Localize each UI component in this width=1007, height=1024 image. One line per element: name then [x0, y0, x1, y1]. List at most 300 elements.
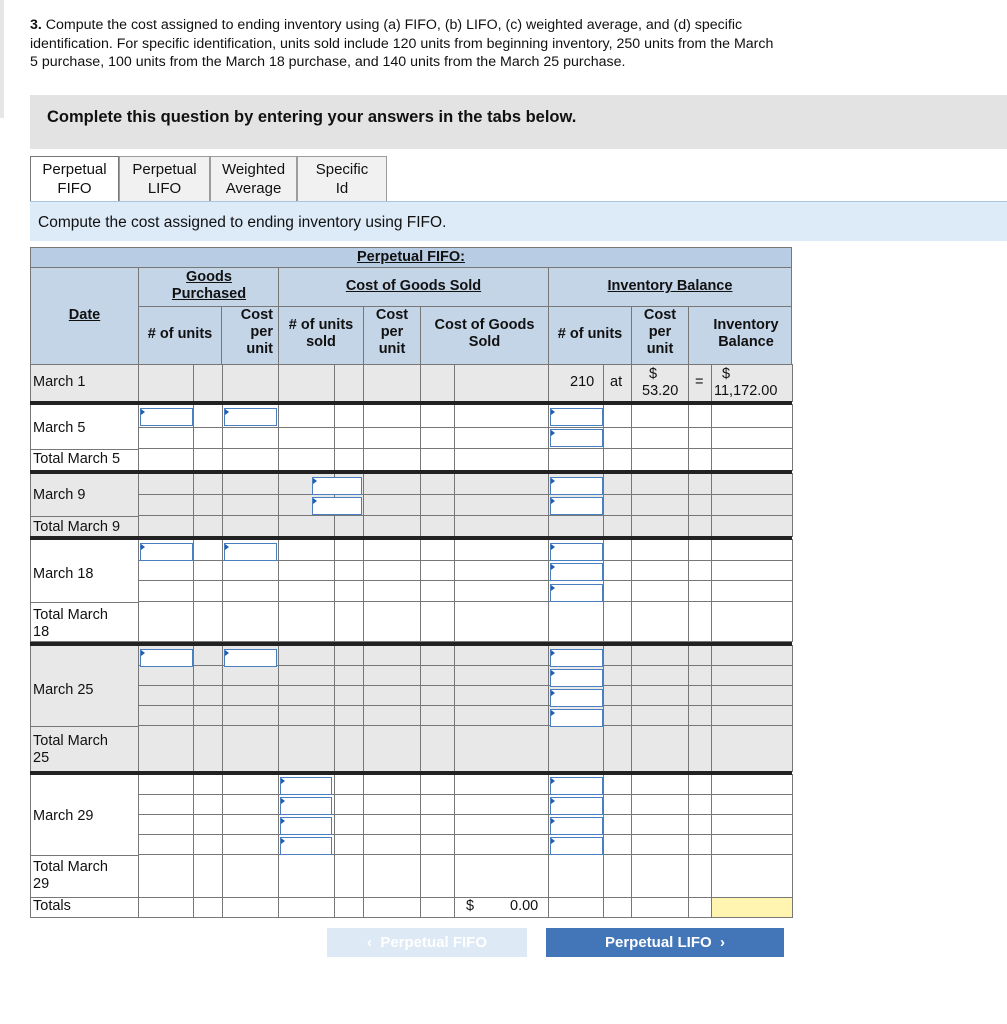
table-cell [278, 364, 336, 402]
table-cell [363, 774, 422, 796]
table-cell [420, 794, 456, 816]
table-cell [222, 814, 280, 836]
table-cell [420, 515, 456, 537]
table-cell [222, 897, 280, 918]
table-cell [420, 580, 456, 603]
next-button-label: Perpetual LIFO [604, 934, 712, 951]
table-cell [688, 685, 713, 707]
table-cell [454, 665, 550, 687]
instructions-banner [30, 95, 1007, 149]
total-cogs: 0.00 [510, 898, 539, 914]
answer-input[interactable] [550, 797, 603, 815]
table-cell [688, 515, 713, 537]
table-title: Perpetual FIFO: [357, 249, 465, 265]
table-cell [222, 834, 280, 856]
tab-label: Average [225, 180, 282, 197]
table-cell [688, 645, 713, 667]
table-cell [193, 685, 224, 707]
table-cell [278, 897, 336, 918]
question-number: 3. [30, 17, 42, 33]
table-cell [222, 685, 280, 707]
table-cell [631, 814, 690, 836]
table-cell [688, 705, 713, 727]
row-label-line: Total March [33, 859, 108, 875]
table-cell [631, 539, 690, 562]
cost-per-unit-header [221, 307, 273, 358]
table-cell [363, 645, 422, 667]
table-cell [334, 854, 365, 899]
table-cell [603, 515, 634, 537]
table-cell [631, 834, 690, 856]
hdr-line: sold [306, 334, 336, 350]
prev-button-label: Perpetual FIFO [380, 934, 488, 951]
inv-cost-per-header [631, 307, 689, 358]
table-cell [222, 427, 280, 450]
answer-input[interactable] [140, 408, 193, 426]
answer-input[interactable] [550, 584, 603, 602]
table-cell [420, 705, 456, 727]
answer-input[interactable] [550, 817, 603, 835]
table-cell [548, 725, 605, 772]
table-cell [138, 427, 195, 450]
table-cell [334, 364, 365, 402]
table-cell [334, 774, 365, 796]
table-cell [193, 725, 224, 772]
table-cell [603, 539, 634, 562]
tab-label: Weighted [221, 161, 286, 178]
table-cell [603, 580, 634, 603]
row-label-line: 29 [33, 876, 50, 892]
table-cell [454, 854, 550, 899]
row-label-line: 25 [33, 750, 50, 766]
table-cell [363, 448, 422, 471]
table-cell [193, 404, 224, 429]
table-cell [711, 665, 793, 687]
table-cell [334, 404, 365, 429]
table-cell [193, 834, 224, 856]
table-cell [454, 427, 550, 450]
table-cell [711, 515, 793, 537]
table-cell [334, 814, 365, 836]
hdr-line: unit [646, 341, 674, 357]
table-cell [454, 448, 550, 471]
inv-balance-col-header [700, 317, 792, 351]
tab-label: Perpetual [42, 161, 107, 178]
table-cell [631, 494, 690, 517]
table-cell [278, 601, 336, 642]
hdr-line: Balance [718, 334, 774, 350]
table-cell [420, 560, 456, 582]
table-cell [603, 685, 634, 707]
hdr-line: Cost of Goods [434, 317, 535, 333]
tab-label: Id [335, 180, 349, 197]
table-cell [603, 834, 634, 856]
table-cell [222, 515, 280, 537]
table-cell [138, 515, 195, 537]
row-label: March 29 [33, 808, 94, 824]
tab-perpetual-lifo[interactable] [119, 156, 210, 202]
table-cell [193, 645, 224, 667]
table-cell [278, 427, 336, 450]
table-cell [222, 705, 280, 727]
table-cell [688, 427, 713, 450]
tab-perpetual-fifo[interactable] [30, 156, 119, 202]
table-cell [420, 404, 456, 429]
table-cell [711, 580, 793, 603]
table-cell [711, 494, 793, 517]
table-cell [193, 814, 224, 836]
table-cell [454, 473, 550, 496]
prev-tab-button[interactable] [327, 928, 527, 957]
table-cell [454, 774, 550, 796]
table-cell [420, 814, 456, 836]
table-cell [193, 897, 224, 918]
answer-input[interactable] [550, 669, 603, 687]
table-cell [688, 473, 713, 496]
answer-input[interactable] [550, 777, 603, 795]
table-cell [420, 473, 456, 496]
table-cell [688, 601, 713, 642]
table-cell [193, 794, 224, 816]
answer-input[interactable] [550, 649, 603, 667]
table-cell [193, 774, 224, 796]
row-separator [30, 536, 792, 540]
table-cell [420, 854, 456, 899]
answer-input[interactable] [312, 497, 362, 515]
table-cell [711, 448, 793, 471]
answer-input[interactable] [280, 777, 332, 795]
table-cell [334, 665, 365, 687]
table-cell [138, 794, 195, 816]
table-cell [420, 834, 456, 856]
table-cell [278, 539, 336, 562]
table-cell [631, 427, 690, 450]
cogs-header: Cost of Goods Sold [345, 278, 482, 294]
table-cell [603, 473, 634, 496]
table-cell [603, 794, 634, 816]
hdr-line: Cost [375, 307, 409, 323]
table-cell [688, 665, 713, 687]
table-cell [363, 665, 422, 687]
table-cell [711, 794, 793, 816]
chevron-left-icon: ‹ [366, 934, 381, 951]
table-cell [603, 427, 634, 450]
hdr-line: Inventory [713, 317, 779, 333]
table-cell [138, 448, 195, 471]
table-cell [222, 854, 280, 899]
next-tab-button[interactable] [546, 928, 784, 957]
table-cell [363, 580, 422, 603]
table-cell [334, 448, 365, 471]
table-cell [138, 814, 195, 836]
answer-input[interactable] [280, 797, 332, 815]
answer-input[interactable] [224, 543, 277, 561]
table-cell [454, 814, 550, 836]
table-cell [420, 725, 456, 772]
row-label-line: Total March [33, 733, 108, 749]
table-cell [138, 834, 195, 856]
table-cell [631, 665, 690, 687]
table-cell [603, 725, 634, 772]
table-cell [711, 854, 793, 899]
answer-input[interactable] [280, 817, 332, 835]
table-cell [631, 685, 690, 707]
table-cell [711, 725, 793, 772]
table-cell [711, 473, 793, 496]
table-cell [138, 854, 195, 899]
table-cell [334, 539, 365, 562]
row-label [30, 607, 108, 641]
table-cell [193, 580, 224, 603]
table-cell [603, 645, 634, 667]
table-cell [454, 404, 550, 429]
table-cell [711, 774, 793, 796]
table-cell [548, 854, 605, 899]
answer-input[interactable] [550, 477, 603, 495]
table-cell [688, 539, 713, 562]
row-label: Total March 5 [33, 451, 121, 467]
table-cell [454, 560, 550, 582]
tab-bar [30, 156, 387, 202]
table-cell [363, 834, 422, 856]
table-cell [363, 539, 422, 562]
tab-label: Specific [315, 161, 369, 178]
table-cell [631, 448, 690, 471]
table-cell [222, 601, 280, 642]
answer-input[interactable] [140, 543, 193, 561]
table-cell [711, 404, 793, 429]
row-label: Totals [33, 898, 71, 914]
table-cell [278, 725, 336, 772]
table-cell [193, 448, 224, 471]
chevron-right-icon: › [711, 934, 726, 951]
left-edge [0, 0, 4, 118]
table-cell [454, 794, 550, 816]
answer-input[interactable] [550, 429, 603, 447]
answer-input[interactable] [312, 477, 362, 495]
table-cell [193, 364, 224, 402]
table-cell [334, 427, 365, 450]
goods-purchased-header: Goods Purchased [171, 269, 247, 302]
at-label: at [610, 374, 623, 390]
table-cell [193, 560, 224, 582]
instruction-text: Compute the cost assigned to ending inventory using FIFO. [38, 214, 447, 231]
table-cell [631, 601, 690, 642]
table-cell [711, 539, 793, 562]
table-cell [334, 834, 365, 856]
table-cell [711, 685, 793, 707]
table-cell [222, 774, 280, 796]
units-header: # of units [147, 326, 213, 342]
row-label [30, 859, 108, 893]
row-label [30, 733, 108, 767]
table-cell [631, 560, 690, 582]
table-cell [138, 685, 195, 707]
table-cell [548, 515, 605, 537]
table-cell [278, 448, 336, 471]
table-cell [138, 580, 195, 603]
table-cell [711, 834, 793, 856]
table-cell [454, 580, 550, 603]
table-cell [420, 645, 456, 667]
table-cell [278, 580, 336, 603]
table-cell [138, 494, 195, 517]
table-cell [603, 601, 634, 642]
answer-input[interactable] [550, 563, 603, 581]
hdr-line: Sold [468, 334, 501, 350]
dollar-sign: $ [722, 366, 731, 382]
tab-label: FIFO [57, 180, 92, 197]
table-cell [548, 448, 605, 471]
march1-cost-per-unit: 53.20 [642, 383, 679, 399]
table-cell [711, 897, 793, 918]
table-cell [603, 665, 634, 687]
table-cell [420, 897, 456, 918]
table-cell [334, 725, 365, 772]
table-cell [548, 897, 605, 918]
table-cell [138, 774, 195, 796]
table-cell [454, 494, 550, 517]
table-cell [334, 897, 365, 918]
tab-weighted-average[interactable] [210, 156, 297, 202]
row-label: March 18 [33, 566, 94, 582]
answer-input[interactable] [140, 649, 193, 667]
table-cell [334, 645, 365, 667]
table-cell [603, 494, 634, 517]
answer-input[interactable] [224, 408, 277, 426]
table-cell [711, 427, 793, 450]
question-line-1: Compute the cost assigned to ending inventory using (a) FIFO, (b) LIFO, (c) weighted average, and (d) specific [41, 17, 743, 33]
table-cell [363, 473, 422, 496]
table-cell [420, 494, 456, 517]
table-cell [603, 705, 634, 727]
hdr-line: per [380, 324, 404, 340]
table-cell [363, 705, 422, 727]
row-label-line: 18 [33, 624, 50, 640]
table-cell [138, 601, 195, 642]
row-separator [30, 642, 792, 646]
table-cell [222, 473, 280, 496]
hdr-line: Cost [240, 307, 273, 323]
table-cell [631, 404, 690, 429]
table-cell [193, 665, 224, 687]
table-cell [222, 725, 280, 772]
table-cell [603, 854, 634, 899]
table-cell [454, 515, 550, 537]
table-cell [193, 601, 224, 642]
table-cell [363, 725, 422, 772]
table-cell [711, 705, 793, 727]
answer-input[interactable] [280, 837, 332, 855]
answer-input[interactable] [550, 709, 603, 727]
table-cell [278, 705, 336, 727]
equals-sign: = [695, 374, 704, 390]
table-cell [454, 725, 550, 772]
table-cell [334, 515, 365, 537]
answer-input[interactable] [550, 408, 603, 426]
answer-input[interactable] [550, 689, 603, 707]
table-cell [278, 685, 336, 707]
row-label: March 25 [33, 682, 94, 698]
table-cell [420, 448, 456, 471]
table-cell [688, 404, 713, 429]
table-cell [603, 404, 634, 429]
table-cell [711, 814, 793, 836]
table-cell [631, 854, 690, 899]
row-label: March 1 [33, 374, 86, 390]
march1-units: 210 [570, 374, 595, 390]
table-cell [688, 725, 713, 772]
table-cell [454, 364, 550, 402]
table-cell [603, 814, 634, 836]
table-cell [454, 539, 550, 562]
table-cell [631, 794, 690, 816]
row-label-line: Total March [33, 607, 108, 623]
tab-label: LIFO [147, 180, 182, 197]
table-cell [222, 364, 280, 402]
table-cell [688, 774, 713, 796]
table-cell [688, 494, 713, 517]
table-cell [631, 515, 690, 537]
table-cell [138, 665, 195, 687]
banner-text: Complete this question by entering your answers in the tabs below. [47, 108, 577, 126]
tab-specific-id[interactable] [297, 156, 387, 202]
table-cell [363, 427, 422, 450]
table-cell [631, 774, 690, 796]
table-cell [363, 854, 422, 899]
table-cell [334, 794, 365, 816]
table-cell [420, 774, 456, 796]
hdr-line: Cost [643, 307, 677, 323]
answer-input[interactable] [550, 497, 603, 515]
table-cell [222, 494, 280, 517]
table-cell [603, 448, 634, 471]
hdr-line: unit [246, 341, 273, 357]
table-cell [363, 685, 422, 707]
march1-inventory-balance: 11,172.00 [714, 383, 778, 399]
hdr-line: # of units [288, 317, 354, 333]
table-cell [334, 560, 365, 582]
table-cell [222, 448, 280, 471]
fifo-table [30, 247, 792, 917]
table-cell [222, 794, 280, 816]
cogs-col-header [420, 317, 549, 351]
table-cell [454, 645, 550, 667]
table-cell [278, 404, 336, 429]
table-cell [454, 601, 550, 642]
table-cell [193, 854, 224, 899]
answer-input[interactable] [224, 649, 277, 667]
table-cell [688, 814, 713, 836]
inventory-balance-header: Inventory Balance [607, 278, 733, 294]
hdr-line: unit [378, 341, 406, 357]
table-cell [631, 645, 690, 667]
table-cell [193, 494, 224, 517]
instruction-bar [30, 201, 1007, 241]
table-cell [363, 560, 422, 582]
answer-input[interactable] [550, 543, 603, 561]
table-cell [420, 427, 456, 450]
table-cell [454, 685, 550, 707]
row-label: Total March 9 [33, 519, 121, 535]
table-cell [278, 645, 336, 667]
answer-input[interactable] [550, 837, 603, 855]
table-cell [688, 794, 713, 816]
row-label: March 9 [33, 487, 86, 503]
table-cell [222, 580, 280, 603]
table-cell [222, 560, 280, 582]
table-cell [193, 539, 224, 562]
